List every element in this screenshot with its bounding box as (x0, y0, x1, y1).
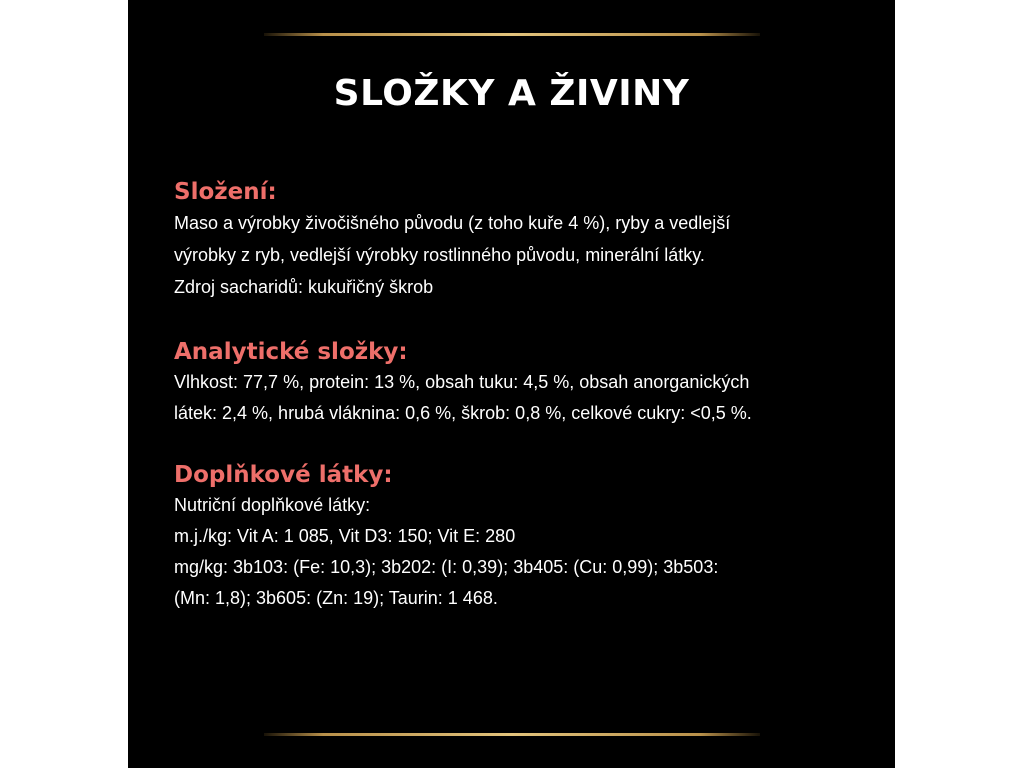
additives-line: Nutriční doplňkové látky: (174, 495, 371, 515)
additives-line: mg/kg: 3b103: (Fe: 10,3); 3b202: (I: 0,39); 3b405: (Cu: 0,99); 3b503: (174, 557, 719, 577)
composition-heading: Složení: (174, 179, 277, 205)
additives-section (174, 460, 864, 614)
analytical-heading: Analytické složky: (174, 339, 408, 365)
analytical-text (174, 367, 864, 429)
page-title: SLOŽKY A ŽIVINY (333, 73, 690, 114)
analytical-line: Vlhkost: 77,7 %, protein: 13 %, obsah tuku: 4,5 %, obsah anorganických (174, 372, 750, 392)
additives-line: m.j./kg: Vit A: 1 085, Vit D3: 150; Vit E: 280 (174, 526, 516, 546)
top-gold-divider (264, 33, 760, 36)
composition-line: Maso a výrobky živočišného původu (z toho kuře 4 %), ryby a vedlejší (174, 213, 731, 233)
composition-line: Zdroj sacharidů: kukuřičný škrob (174, 277, 434, 297)
ingredients-panel (128, 0, 895, 768)
additives-line: (Mn: 1,8); 3b605: (Zn: 19); Taurin: 1 468. (174, 588, 498, 608)
additives-heading: Doplňkové látky: (174, 462, 393, 488)
composition-section (174, 177, 864, 303)
composition-text (174, 207, 864, 303)
additives-text (174, 490, 864, 614)
analytical-section (174, 337, 864, 429)
analytical-line: látek: 2,4 %, hrubá vláknina: 0,6 %, škrob: 0,8 %, celkové cukry: <0,5 %. (174, 403, 752, 423)
composition-line: výrobky z ryb, vedlejší výrobky rostlinného původu, minerální látky. (174, 245, 705, 265)
bottom-gold-divider (264, 733, 760, 736)
